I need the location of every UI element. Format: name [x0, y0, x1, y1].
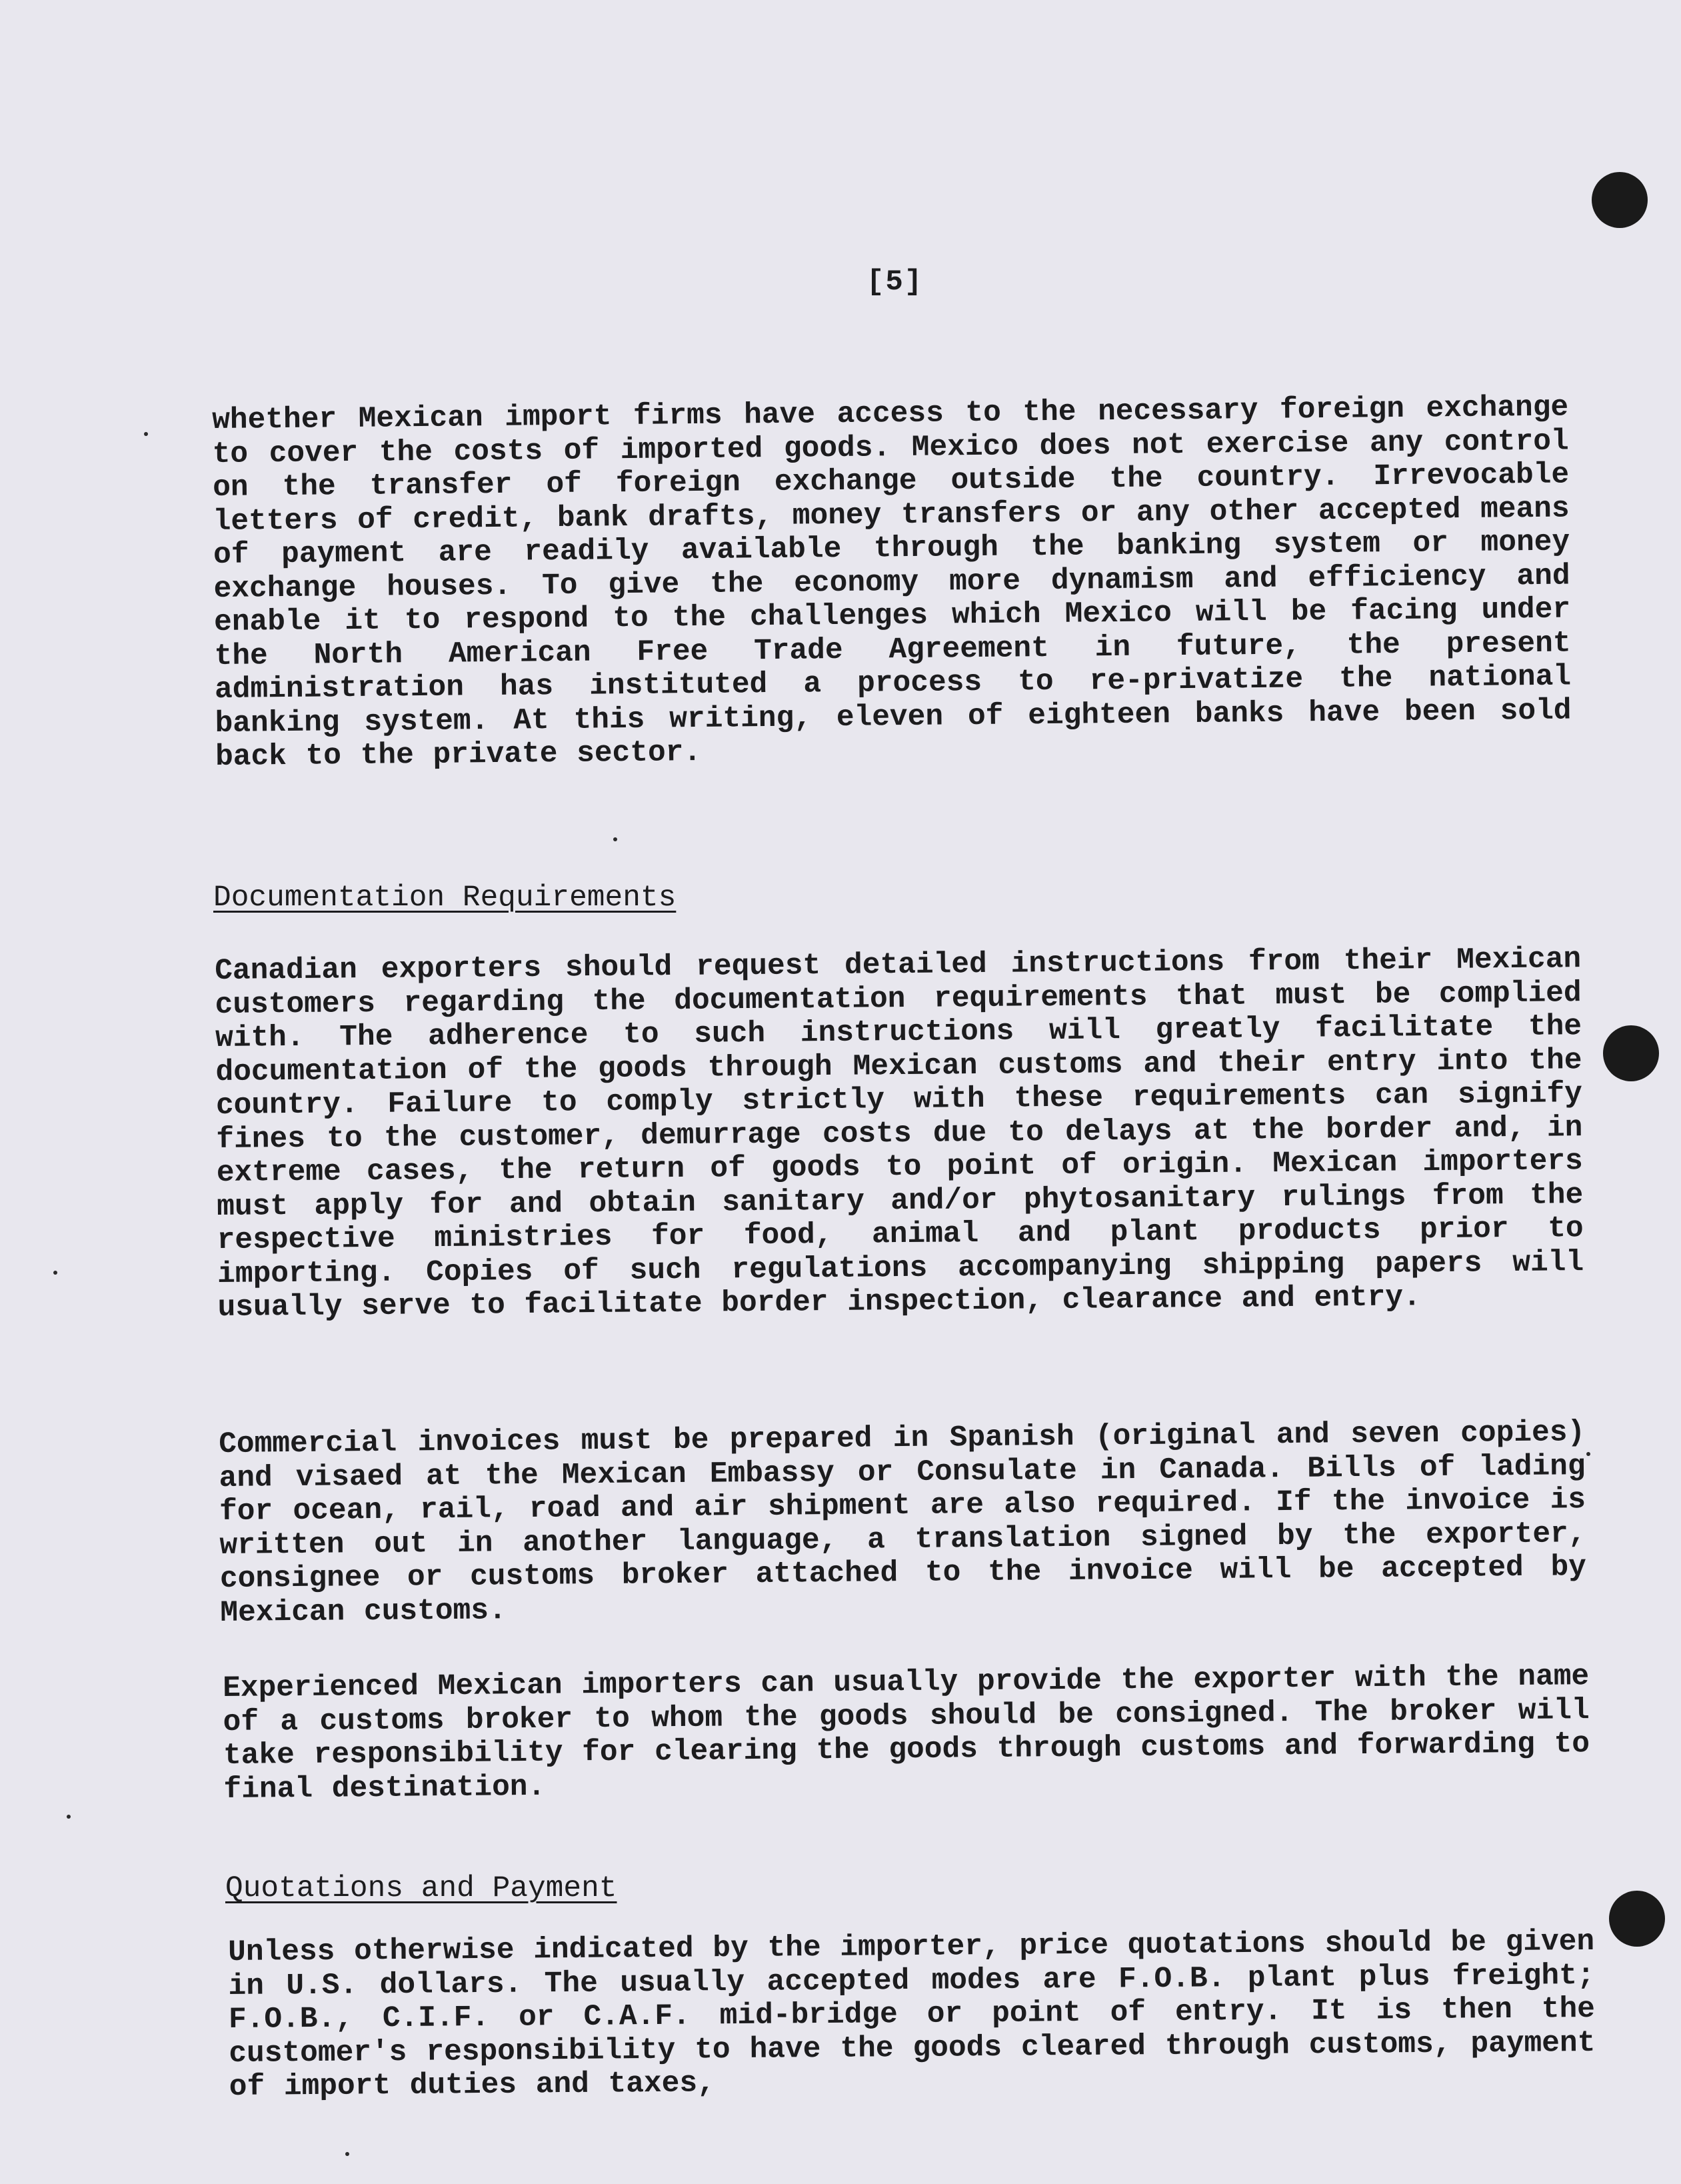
punch-hole-middle — [1603, 1025, 1659, 1081]
punch-hole-bottom — [1609, 1891, 1665, 1947]
page-number: [5] — [866, 265, 924, 299]
punch-hole-top — [1592, 172, 1648, 228]
paragraph-documentation-instructions: Canadian exporters should request detailed instructions from their Mexican customers regarding the documentation requirements that must be complied with. The adherence to such instructions will greatly facilitate the documentation of the goods through Mexican customs and their entry into the country. Failure to comply strictly with these requirements can signify fines to the customer, demurrage costs due to delays at the border and, in extreme cases, the return of goods to point of origin. Mexican importers must apply for and obtain sanitary and/or phytosanitary rulings from the respective ministries for food, animal and plant products prior to importing. Copies of such regulations accompanying shipping papers will usually serve to facilitate border inspection, clearance and entry. — [215, 943, 1584, 1325]
paragraph-commercial-invoices: Commercial invoices must be prepared in Spanish (original and seven copies) and visaed at the Mexican Embassy or Consulate in Canada. Bills of lading for ocean, rail, road and air shipment are also required. If the invoice is written out in another language, a translation signed by the exporter, consignee or customs broker attached to the invoice will be accepted by Mexican customs. — [219, 1416, 1587, 1630]
paragraph-price-quotations: Unless otherwise indicated by the importer, price quotations should be given in U.S. dollars. The usually accepted modes are F.O.B. plant plus freight; F.O.B., C.I.F. or C.A.F. mid-bridge or point of entry. It is then the customer's responsibility to have the goods cleared through customs, payment of import duties and taxes, — [228, 1925, 1596, 2104]
heading-documentation-requirements: Documentation Requirements — [213, 881, 677, 915]
scan-speck — [613, 837, 617, 841]
scan-speck — [53, 1271, 57, 1275]
heading-quotations-and-payment: Quotations and Payment — [225, 1872, 617, 1905]
paragraph-foreign-exchange: whether Mexican import firms have access to the necessary foreign exchange to cover the costs of imported goods. Mexico does not exercise any control on the transfer of foreign exchange outside the country. Irrevocable letters of credit, bank drafts, money transfers or any other accepted means of payment are readily available through the banking system or money exchange houses. To give the economy more dynamism and efficiency and enable it to respond to the challenges which Mexico will be facing under the North American Free Trade Agreement in future, the present administration has instituted a process to re-privatize the national banking system. At this writing, eleven of eighteen banks have been sold back to the private sector. — [212, 391, 1572, 774]
scan-speck — [67, 1815, 71, 1819]
scan-speck — [1586, 1452, 1590, 1456]
paragraph-customs-broker: Experienced Mexican importers can usually provide the exporter with the name of a customs broker to whom the goods should be consigned. The broker will take responsibility for clearing the goods through customs and forwarding to final destination. — [223, 1660, 1590, 1807]
scan-speck — [144, 432, 148, 436]
scan-speck — [345, 2152, 349, 2156]
